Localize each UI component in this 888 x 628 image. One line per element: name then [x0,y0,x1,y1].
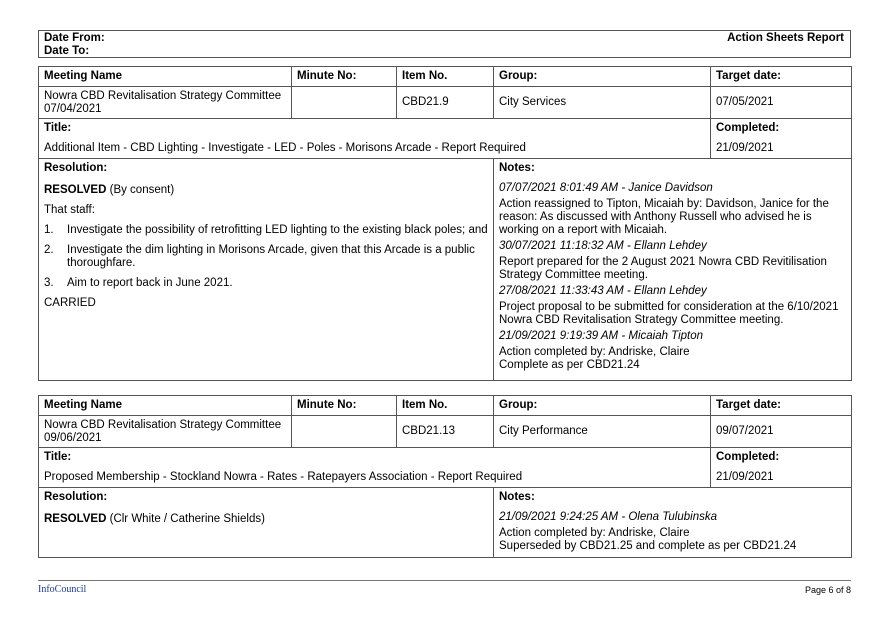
note-text: Report prepared for the 2 August 2021 Nowra CBD Revitilisation Strategy Committee meeting. [499,256,827,281]
title-label: Title: [44,122,72,134]
completed-value: 21/09/2021 [716,142,774,154]
resolved-suffix: (By consent) [106,184,175,196]
note-stamp: 07/07/2021 8:01:49 AM - Janice Davidson [499,182,713,194]
resolution-outcome: CARRIED [44,297,96,309]
item-no-label: Item No. [397,396,494,416]
notes-cell [494,488,852,558]
note-text: Action completed by: Andriske, Claire [499,527,690,539]
action-sheet-2 [38,395,852,558]
resolution-label: Resolution: [44,162,108,174]
notes-cell [494,159,852,381]
group-value: City Services [494,87,711,119]
list-item: 1. Investigate the possibility of retrofitting LED lighting to the existing black poles; and [44,224,488,236]
list-item: 3. Aim to report back in June 2021. [44,277,233,289]
resolution-cell [39,488,494,558]
meeting-name-value: Nowra CBD Revitalisation Strategy Committee 07/04/2021 [39,87,292,119]
note-text: Project proposal to be submitted for consideration at the 6/10/2021 Nowra CBD Revitalisation Strategy Committee meeting. [499,301,839,326]
item-no-value: CBD21.9 [397,87,494,119]
completed-label: Completed: [716,122,780,134]
date-from-label: Date From: [44,32,105,44]
note-text: Action completed by: Andriske, Claire [499,346,690,358]
page-number: Page 6 of 8 [804,585,851,595]
meeting-name-value: Nowra CBD Revitalisation Strategy Committee 09/06/2021 [39,416,292,448]
resolved-word: RESOLVED [44,184,107,196]
completed-label: Completed: [716,451,780,463]
note-stamp: 21/09/2021 9:24:25 AM - Olena Tulubinska [499,511,718,523]
notes-label: Notes: [499,491,535,503]
item-no-value: CBD21.13 [397,416,494,448]
resolved-word: RESOLVED [44,513,107,525]
target-date-value: 09/07/2021 [711,416,852,448]
note-stamp: 30/07/2021 11:18:32 AM - Ellann Lehdey [499,240,707,252]
notes-label: Notes: [499,162,535,174]
resolution-cell [39,159,494,381]
meeting-name-label: Meeting Name [39,396,292,416]
resolution-heading [44,184,488,197]
note-text: Complete as per CBD21.24 [499,359,640,371]
minute-no-value [292,416,397,448]
report-title: Action Sheets Report [727,32,844,44]
meeting-name-label: Meeting Name [39,67,292,87]
resolution-heading [44,513,488,526]
note-text: Action reassigned to Tipton, Micaiah by: Davidson, Janice for the reason: As discussed with Anthony Russell who advised he is working on a report with Micaiah. [499,198,829,236]
minute-no-label: Minute No: [292,67,397,87]
completed-cell [711,119,852,159]
note-stamp: 21/09/2021 9:19:39 AM - Micaiah Tipton [499,330,704,342]
group-value: City Performance [494,416,711,448]
action-sheet-1 [38,66,852,381]
title-label: Title: [44,451,72,463]
item-no-label: Item No. [397,67,494,87]
completed-value: 21/09/2021 [716,471,774,483]
title-value: Additional Item - CBD Lighting - Investigate - LED - Poles - Morisons Arcade - Report Required [44,142,526,154]
completed-cell [711,448,852,488]
resolution-list [44,224,488,290]
report-header [38,30,851,58]
group-label: Group: [494,396,711,416]
resolution-label: Resolution: [44,491,108,503]
note-stamp: 27/08/2021 11:33:43 AM - Ellann Lehdey [499,285,707,297]
resolved-suffix: (Clr White / Catherine Shields) [106,513,265,525]
minute-no-value [292,87,397,119]
title-cell [39,119,711,159]
minute-no-label: Minute No: [292,396,397,416]
footer-brand: InfoCouncil [38,584,87,595]
footer-divider [38,580,851,581]
target-date-value: 07/05/2021 [711,87,852,119]
note-text: Superseded by CBD21.25 and complete as per CBD21.24 [499,540,797,552]
title-cell [39,448,711,488]
list-item: 2. Investigate the dim lighting in Morisons Arcade, given that this Arcade is a public thoroughfare. [44,244,475,269]
title-value: Proposed Membership - Stockland Nowra - Rates - Ratepayers Association - Report Required [44,471,523,483]
resolution-intro: That staff: [44,204,95,216]
target-date-label: Target date: [711,396,852,416]
group-label: Group: [494,67,711,87]
date-to-label: Date To: [44,45,90,57]
target-date-label: Target date: [711,67,852,87]
